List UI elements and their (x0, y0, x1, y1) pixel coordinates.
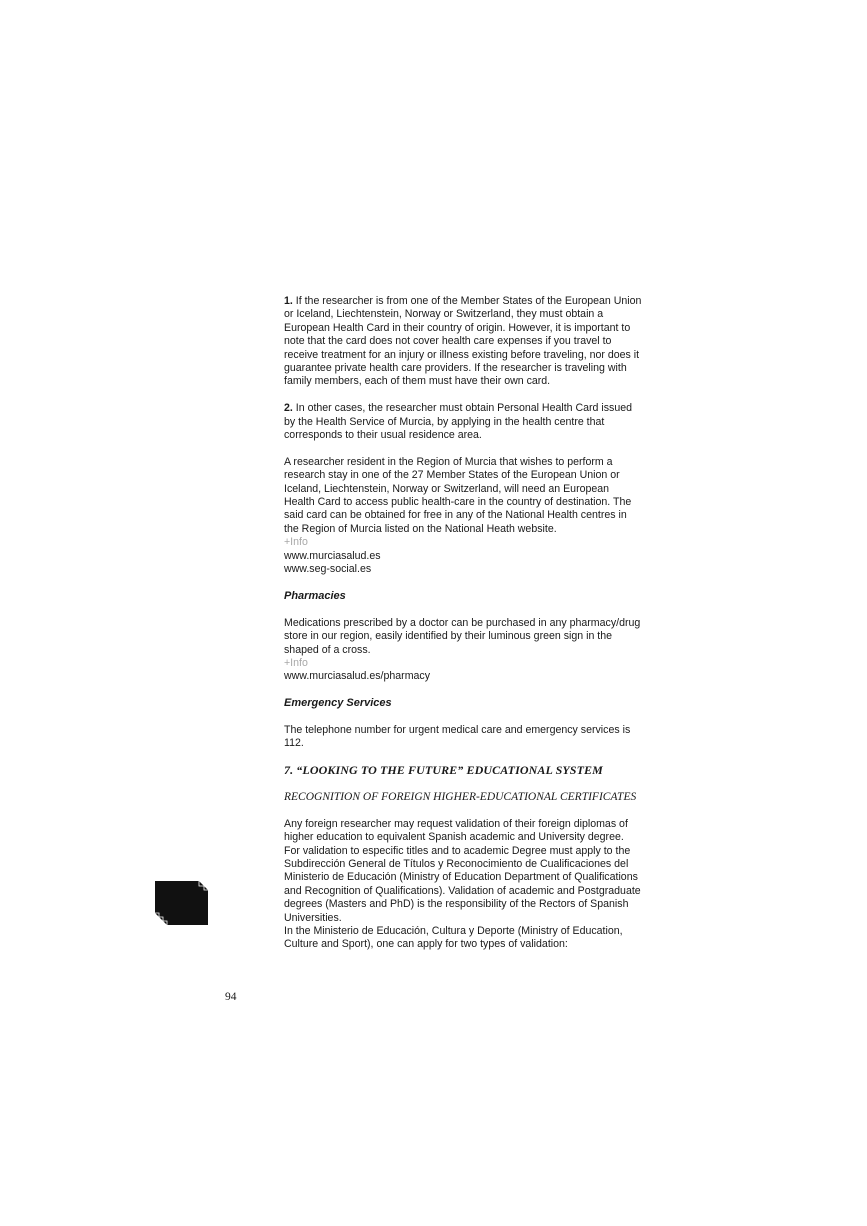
emergency-heading: Emergency Services (284, 697, 392, 710)
page-number: 94 (225, 991, 237, 1003)
paragraph-text: In other cases, the researcher must obtain Personal Health Card issued by the Health Service of Murcia, by applying in the health centre that corresponds to their usual residence area. (284, 402, 633, 442)
list-number: 2. (284, 402, 293, 415)
pharmacies-paragraph: Medications prescribed by a doctor can be purchased in any pharmacy/drug store in our region, easily identified by their luminous green sign in the shaped of a cross. (284, 616, 641, 656)
list-number: 1. (284, 295, 293, 307)
resident-abroad-paragraph: A researcher resident in the Region of Murcia that wishes to perform a research stay in one of the 27 Member States of the European Union or Iceland, Liechtenstein, Norway or Switzerland, will need an European Health Card to access public health-care in the country of destination. The said card can be obtained for free in any of the National Health centres in the Region of Murcia listed on the National Heath website. (284, 455, 632, 535)
section-title: 7. “LOOKING TO THE FUTURE” EDUCATIONAL SYSTEM (284, 763, 603, 778)
pharmacies-heading: Pharmacies (284, 589, 346, 602)
link-seg-social[interactable]: www.seg-social.es (284, 563, 372, 576)
health-card-other-paragraph (284, 402, 642, 442)
health-card-eu-paragraph (284, 295, 642, 389)
section-subtitle: RECOGNITION OF FOREIGN HIGHER-EDUCATIONAL CERTIFICATES (284, 790, 637, 803)
page-content (284, 295, 642, 952)
validation-types-paragraph: In the Ministerio de Educación, Cultura y Deporte (Ministry of Education, Culture and Sport), one can apply for two types of validation: (284, 924, 623, 951)
link-pharmacy[interactable]: www.murciasalud.es/pharmacy (284, 670, 431, 683)
info-label: +Info (284, 656, 308, 669)
paragraph-text: If the researcher is from one of the Member States of the European Union or Iceland, Liechtenstein, Norway or Switzerland, they must obtain a European Health Card in their country of origin. However, it is important to note that the card does not cover health care expenses if you travel to receive treatment for an injury or illness existing before traveling, nor does it guarantee private health care providers. If the researcher is traveling with family members, each of them must have their own card. (284, 295, 642, 388)
stacked-squares-icon (155, 881, 211, 927)
info-label: +Info (284, 536, 308, 549)
validation-paragraph: Any foreign researcher may request validation of their foreign diplomas of higher education to equivalent Spanish academic and University degree. For validation to especific titles and to academic Degree must apply to the Subdirección General de Títulos y Reconocimiento de Cualificaciones del Ministerio de Educación (Ministry of Education Department of Qualifications and Recognition of Qualifications). Validation of academic and Postgraduate degrees (Masters and PhD) is the responsibility of the Rectors of Spanish Universities. (284, 817, 641, 924)
link-murciasalud[interactable]: www.murciasalud.es (284, 549, 381, 562)
emergency-paragraph: The telephone number for urgent medical care and emergency services is 112. (284, 723, 631, 750)
